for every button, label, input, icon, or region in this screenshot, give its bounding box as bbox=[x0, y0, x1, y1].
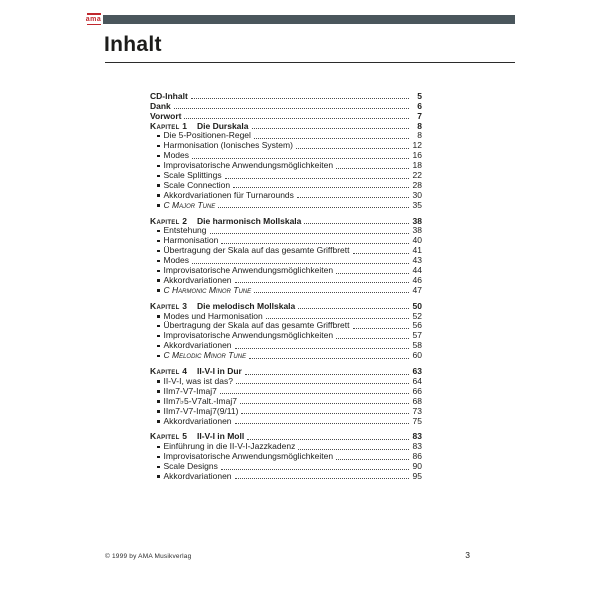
toc-chapter-row bbox=[150, 301, 422, 311]
toc-entry-page: 56 bbox=[412, 320, 422, 331]
dot-leader bbox=[235, 423, 409, 424]
dot-leader bbox=[252, 128, 410, 129]
toc-entry-label: Akkordvariationen bbox=[163, 340, 232, 351]
dot-leader bbox=[336, 273, 409, 274]
bullet-icon bbox=[157, 184, 160, 187]
toc-entry-label: CD-Inhalt bbox=[150, 90, 188, 101]
dot-leader bbox=[336, 168, 409, 169]
bullet-icon bbox=[157, 466, 160, 469]
toc-row bbox=[150, 170, 422, 180]
bullet-icon bbox=[157, 475, 160, 478]
toc-entry-page: 5 bbox=[417, 90, 422, 101]
bullet-icon bbox=[157, 400, 160, 403]
bullet-icon bbox=[157, 250, 160, 253]
toc-row bbox=[150, 150, 422, 160]
toc-entry-label: Improvisatorische Anwendungsmöglichkeiten bbox=[163, 330, 334, 341]
toc-entry-label: Harmonisation bbox=[163, 235, 219, 246]
toc-chapter-row bbox=[150, 121, 422, 131]
dot-leader bbox=[336, 459, 409, 460]
dot-leader bbox=[192, 158, 409, 159]
toc-entry-page: 8 bbox=[417, 120, 422, 131]
toc-entry-page: 95 bbox=[412, 470, 422, 481]
bullet-icon bbox=[157, 145, 160, 148]
toc-entry-label: Dank bbox=[150, 100, 171, 111]
toc-entry-page: 18 bbox=[412, 160, 422, 171]
toc-entry-page: 66 bbox=[412, 385, 422, 396]
toc-entry-page: 83 bbox=[412, 431, 422, 442]
bullet-icon bbox=[157, 135, 160, 138]
toc-row bbox=[150, 311, 422, 321]
toc-chapter-section bbox=[150, 432, 422, 481]
toc-row bbox=[150, 340, 422, 350]
toc-entry-page: 68 bbox=[412, 395, 422, 406]
toc-entry-page: 73 bbox=[412, 405, 422, 416]
toc-entry-label: Improvisatorische Anwendungsmöglichkeiten bbox=[163, 451, 334, 462]
toc-row bbox=[150, 265, 422, 275]
footer-page-number: 3 bbox=[465, 550, 470, 560]
toc-row bbox=[150, 396, 422, 406]
toc-row bbox=[150, 200, 422, 210]
toc-row bbox=[150, 226, 422, 236]
bullet-icon bbox=[157, 204, 160, 207]
bullet-icon bbox=[157, 315, 160, 318]
bullet-icon bbox=[157, 260, 160, 263]
chapter-title: Die harmonisch Mollskala bbox=[197, 215, 302, 226]
toc-row bbox=[150, 111, 422, 121]
logo-text: ama bbox=[85, 15, 102, 23]
toc-entry-page: 35 bbox=[412, 199, 422, 210]
toc-row bbox=[150, 376, 422, 386]
toc-row bbox=[150, 180, 422, 190]
chapter-title: Die melodisch Mollskala bbox=[197, 300, 296, 311]
toc-entry-page: 83 bbox=[412, 441, 422, 452]
chapter-label: Kapitel 2 bbox=[150, 215, 188, 226]
dot-leader bbox=[266, 318, 409, 319]
toc-entry-page: 12 bbox=[412, 140, 422, 151]
dot-leader bbox=[247, 439, 409, 440]
dot-leader bbox=[221, 243, 409, 244]
dot-leader bbox=[174, 108, 409, 109]
bullet-icon bbox=[157, 194, 160, 197]
dot-leader bbox=[298, 308, 409, 309]
toc-entry-label: Improvisatorische Anwendungsmöglichkeiten bbox=[163, 265, 334, 276]
dot-leader bbox=[304, 223, 409, 224]
toc-row bbox=[150, 321, 422, 331]
toc-entry-page: 30 bbox=[412, 189, 422, 200]
toc-row bbox=[150, 461, 422, 471]
page-title: Inhalt bbox=[104, 33, 162, 56]
bullet-icon bbox=[157, 420, 160, 423]
dot-leader bbox=[249, 358, 409, 359]
chapter-title: Die Durskala bbox=[197, 120, 249, 131]
bullet-icon bbox=[157, 279, 160, 282]
toc-entry-label: C Major Tune bbox=[163, 199, 216, 210]
dot-leader bbox=[353, 328, 410, 329]
toc-chapter-row bbox=[150, 366, 422, 376]
dot-leader bbox=[235, 478, 409, 479]
bullet-icon bbox=[157, 456, 160, 459]
toc-entry-page: 43 bbox=[412, 255, 422, 266]
toc-entry-label: C Melodic Minor Tune bbox=[163, 350, 247, 361]
toc-chapter-section bbox=[150, 121, 422, 210]
toc-entry-page: 8 bbox=[417, 130, 422, 141]
chapter-label: Kapitel 4 bbox=[150, 366, 188, 377]
toc-entry-page: 28 bbox=[412, 179, 422, 190]
toc-row bbox=[150, 275, 422, 285]
toc-entry-page: 16 bbox=[412, 150, 422, 161]
toc-entry-label: C Harmonic Minor Tune bbox=[163, 284, 252, 295]
bullet-icon bbox=[157, 155, 160, 158]
toc-row bbox=[150, 160, 422, 170]
toc-row bbox=[150, 285, 422, 295]
toc-row bbox=[150, 190, 422, 200]
dot-leader bbox=[241, 413, 409, 414]
toc-entry-page: 57 bbox=[412, 330, 422, 341]
toc-entry-page: 90 bbox=[412, 461, 422, 472]
header-rule-bar bbox=[85, 15, 515, 24]
toc-entry-page: 58 bbox=[412, 340, 422, 351]
toc-row bbox=[150, 386, 422, 396]
toc-row bbox=[150, 441, 422, 451]
chapter-label: Kapitel 3 bbox=[150, 300, 188, 311]
toc-entry-page: 38 bbox=[412, 215, 422, 226]
bullet-icon bbox=[157, 289, 160, 292]
toc-row bbox=[150, 471, 422, 481]
dot-leader bbox=[240, 403, 409, 404]
toc-row bbox=[150, 91, 422, 101]
toc-entry-page: 41 bbox=[412, 245, 422, 256]
toc-entry-label: Scale Designs bbox=[163, 461, 218, 472]
toc-entry-label: Scale Connection bbox=[163, 179, 231, 190]
dot-leader bbox=[254, 292, 409, 293]
dot-leader bbox=[235, 282, 409, 283]
bullet-icon bbox=[157, 325, 160, 328]
toc-entry-label: IIm7-V7-Imaj7(9/11) bbox=[163, 405, 239, 416]
toc-row bbox=[150, 255, 422, 265]
toc-row bbox=[150, 330, 422, 340]
toc-row bbox=[150, 350, 422, 360]
dot-leader bbox=[254, 138, 409, 139]
bullet-icon bbox=[157, 380, 160, 383]
toc-row bbox=[150, 101, 422, 111]
bullet-icon bbox=[157, 410, 160, 413]
dot-leader bbox=[233, 187, 409, 188]
toc-entry-page: 75 bbox=[412, 415, 422, 426]
dot-leader bbox=[218, 207, 409, 208]
toc-chapter-row bbox=[150, 432, 422, 442]
bullet-icon bbox=[157, 270, 160, 273]
toc-entry-page: 22 bbox=[412, 170, 422, 181]
bullet-icon bbox=[157, 345, 160, 348]
bullet-icon bbox=[157, 390, 160, 393]
toc-entry-label: Harmonisation (Ionisches System) bbox=[163, 140, 293, 151]
dot-leader bbox=[191, 98, 409, 99]
toc-entry-label: Übertragung der Skala auf das gesamte Griffbrett bbox=[163, 320, 350, 331]
toc-entry-page: 86 bbox=[412, 451, 422, 462]
toc-entry-label: Die 5-Positionen-Regel bbox=[163, 130, 251, 141]
title-rule bbox=[105, 62, 515, 63]
toc-entry-page: 46 bbox=[412, 274, 422, 285]
dot-leader bbox=[297, 197, 409, 198]
toc-row bbox=[150, 140, 422, 150]
bullet-icon bbox=[157, 240, 160, 243]
footer-copyright: © 1999 by AMA Musikverlag bbox=[105, 553, 192, 560]
toc-entry-label: Improvisatorische Anwendungsmöglichkeiten bbox=[163, 160, 334, 171]
toc-entry-page: 52 bbox=[412, 310, 422, 321]
toc-row bbox=[150, 245, 422, 255]
dot-leader bbox=[184, 118, 409, 119]
toc-entry-label: IIm7♭5-V7alt.-Imaj7 bbox=[163, 395, 237, 406]
dot-leader bbox=[296, 148, 409, 149]
chapter-title: II-V-I in Dur bbox=[197, 366, 242, 377]
chapter-label: Kapitel 1 bbox=[150, 120, 188, 131]
toc-chapter-row bbox=[150, 216, 422, 226]
chapter-title: II-V-I in Moll bbox=[197, 431, 245, 442]
toc-entry-page: 7 bbox=[417, 110, 422, 121]
bullet-icon bbox=[157, 165, 160, 168]
bullet-icon bbox=[157, 230, 160, 233]
dot-leader bbox=[235, 348, 409, 349]
toc-chapter-section bbox=[150, 301, 422, 360]
toc-entry-label: Vorwort bbox=[150, 110, 182, 121]
dot-leader bbox=[353, 253, 410, 254]
toc-entry-page: 40 bbox=[412, 235, 422, 246]
dot-leader bbox=[336, 338, 409, 339]
dot-leader bbox=[225, 178, 409, 179]
dot-leader bbox=[236, 383, 409, 384]
chapter-label: Kapitel 5 bbox=[150, 431, 188, 442]
dot-leader bbox=[245, 374, 409, 375]
toc-entry-page: 60 bbox=[412, 350, 422, 361]
toc-chapter-section bbox=[150, 366, 422, 425]
toc-entry-page: 63 bbox=[412, 366, 422, 377]
toc-row bbox=[150, 235, 422, 245]
toc-row bbox=[150, 406, 422, 416]
toc-entry-page: 64 bbox=[412, 375, 422, 386]
dot-leader bbox=[210, 233, 409, 234]
toc-entry-label: II-V-I, was ist das? bbox=[163, 375, 233, 386]
toc-entry-label: Akkordvariationen bbox=[163, 274, 232, 285]
toc-entry-page: 44 bbox=[412, 265, 422, 276]
publisher-logo bbox=[84, 6, 103, 32]
bullet-icon bbox=[157, 335, 160, 338]
toc-entry-page: 50 bbox=[412, 300, 422, 311]
toc-entry-label: Einführung in die II-V-I-Jazzkadenz bbox=[163, 441, 296, 452]
toc-entry-page: 47 bbox=[412, 284, 422, 295]
dot-leader bbox=[192, 263, 409, 264]
dot-leader bbox=[221, 469, 409, 470]
toc-entry-label: IIm7-V7-Imaj7 bbox=[163, 385, 217, 396]
logo-stripe-top bbox=[87, 13, 101, 15]
toc-row bbox=[150, 451, 422, 461]
toc-row bbox=[150, 131, 422, 141]
toc-entry-label: Scale Splittings bbox=[163, 170, 222, 181]
toc-entry-label: Übertragung der Skala auf das gesamte Griffbrett bbox=[163, 245, 350, 256]
toc-entry-page: 38 bbox=[412, 225, 422, 236]
bullet-icon bbox=[157, 355, 160, 358]
dot-leader bbox=[298, 449, 409, 450]
toc-entry-label: Akkordvariationen bbox=[163, 470, 232, 481]
dot-leader bbox=[220, 393, 409, 394]
toc-entry-label: Entstehung bbox=[163, 225, 207, 236]
bullet-icon bbox=[157, 446, 160, 449]
toc-entry-label: Modes bbox=[163, 255, 190, 266]
toc-row bbox=[150, 416, 422, 426]
toc-entry-label: Modes bbox=[163, 150, 190, 161]
toc-entry-label: Modes und Harmonisation bbox=[163, 310, 263, 321]
toc bbox=[150, 91, 422, 481]
toc-chapter-section bbox=[150, 216, 422, 295]
toc-entry-page: 6 bbox=[417, 100, 422, 111]
bullet-icon bbox=[157, 175, 160, 178]
toc-entry-label: Akkordvariationen für Turnarounds bbox=[163, 189, 294, 200]
toc-entry-label: Akkordvariationen bbox=[163, 415, 232, 426]
logo-stripe-bottom bbox=[87, 24, 101, 26]
